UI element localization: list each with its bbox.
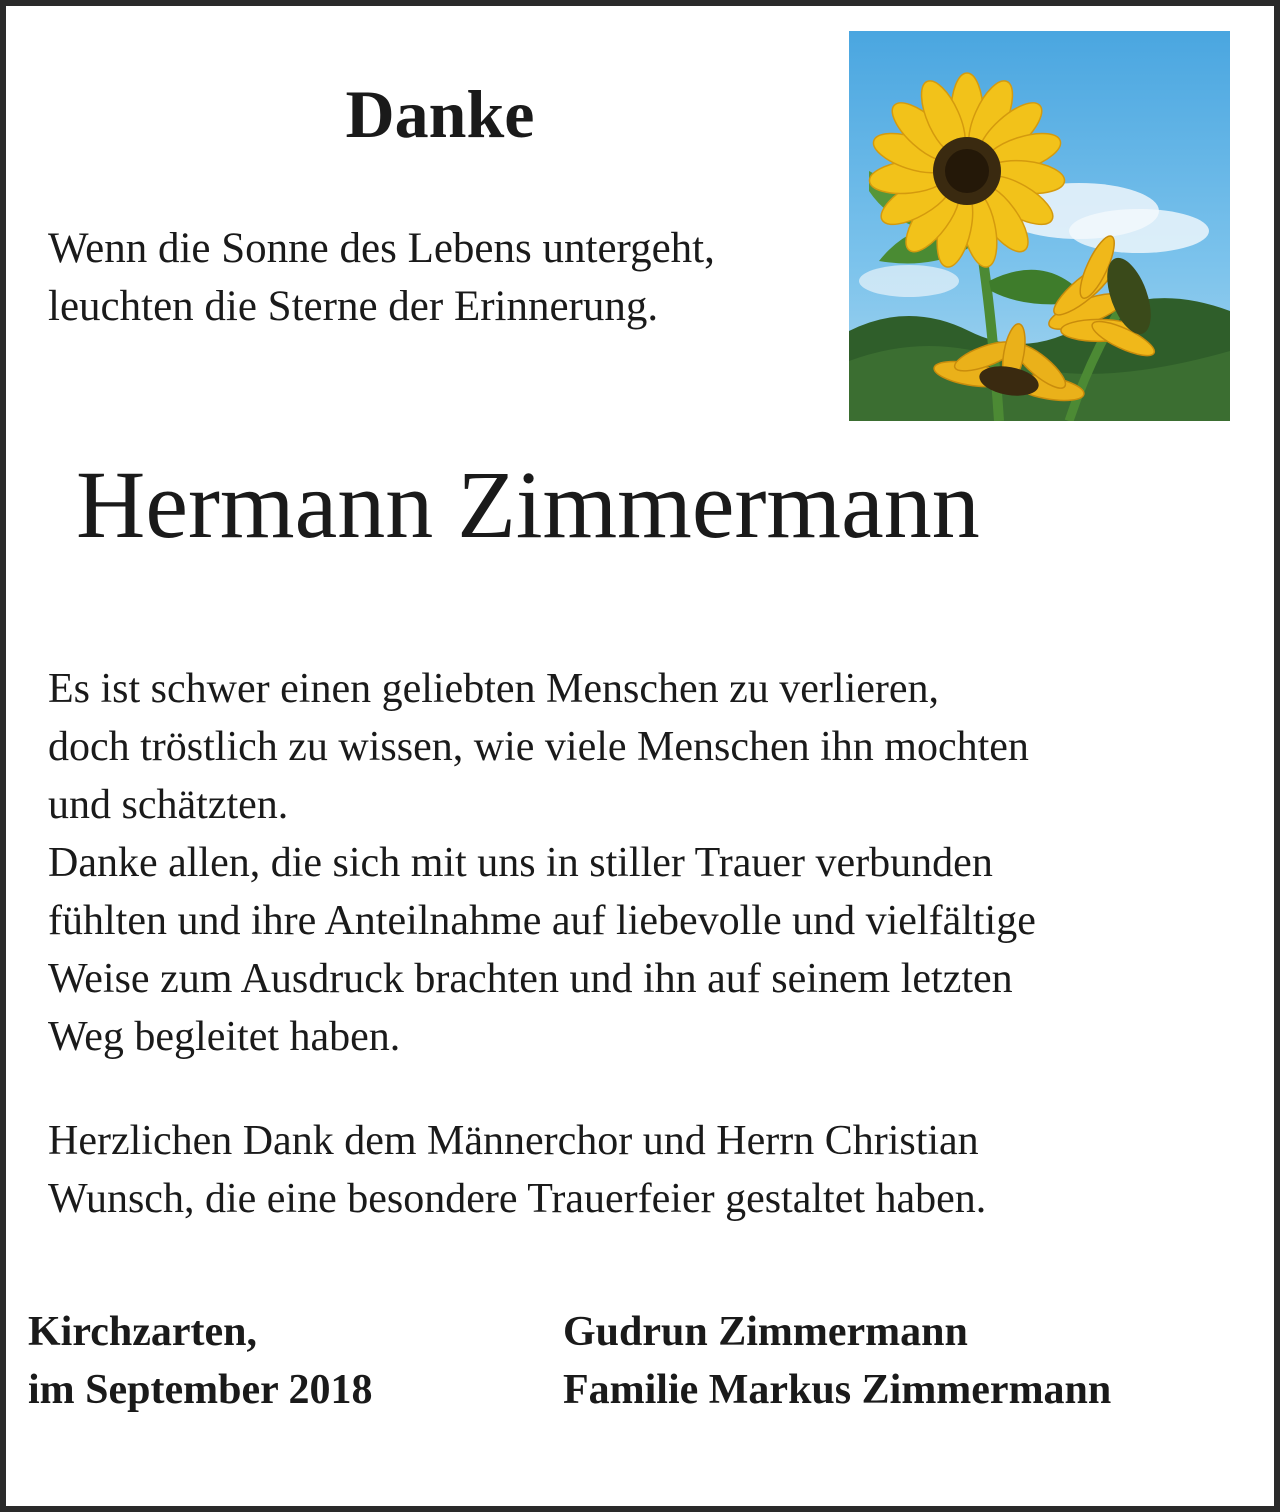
special-thanks-paragraph — [48, 1112, 1248, 1228]
heading: Danke — [345, 76, 535, 152]
text-line: doch tröstlich zu wissen, wie viele Menschen ihn mochten — [48, 724, 1029, 770]
text-line: Danke allen, die sich mit uns in stiller Trauer verbunden — [48, 840, 993, 886]
signer: Familie Markus Zimmermann — [563, 1367, 1112, 1413]
text-line: Wunsch, die eine besondere Trauerfeier gestaltet haben. — [48, 1176, 987, 1222]
motto-line: Wenn die Sonne des Lebens untergeht, — [48, 225, 715, 272]
text-line: Weg begleitet haben. — [48, 1014, 401, 1060]
text-line: Herzlichen Dank dem Männerchor und Herrn Christian — [48, 1118, 979, 1164]
sunflower-image — [849, 31, 1230, 421]
date: im September 2018 — [28, 1367, 373, 1413]
text-line: Es ist schwer einen geliebten Menschen zu verlieren, — [48, 666, 940, 712]
motto-line: leuchten die Sterne der Erinnerung. — [48, 283, 659, 330]
place-and-date — [28, 1303, 373, 1419]
text-line: fühlten und ihre Anteilnahme auf liebevolle und vielfältige — [48, 898, 1036, 944]
motto — [48, 220, 838, 336]
text-line: und schätzten. — [48, 782, 289, 828]
sunflower-icon — [849, 31, 1230, 421]
text-line: Weise zum Ausdruck brachten und ihn auf seinem letzten — [48, 956, 1013, 1002]
signers — [563, 1303, 1111, 1419]
deceased-name: Hermann Zimmermann — [76, 451, 980, 558]
signer: Gudrun Zimmermann — [563, 1309, 968, 1355]
place: Kirchzarten, — [28, 1309, 257, 1355]
thank-you-paragraph — [48, 660, 1248, 1066]
